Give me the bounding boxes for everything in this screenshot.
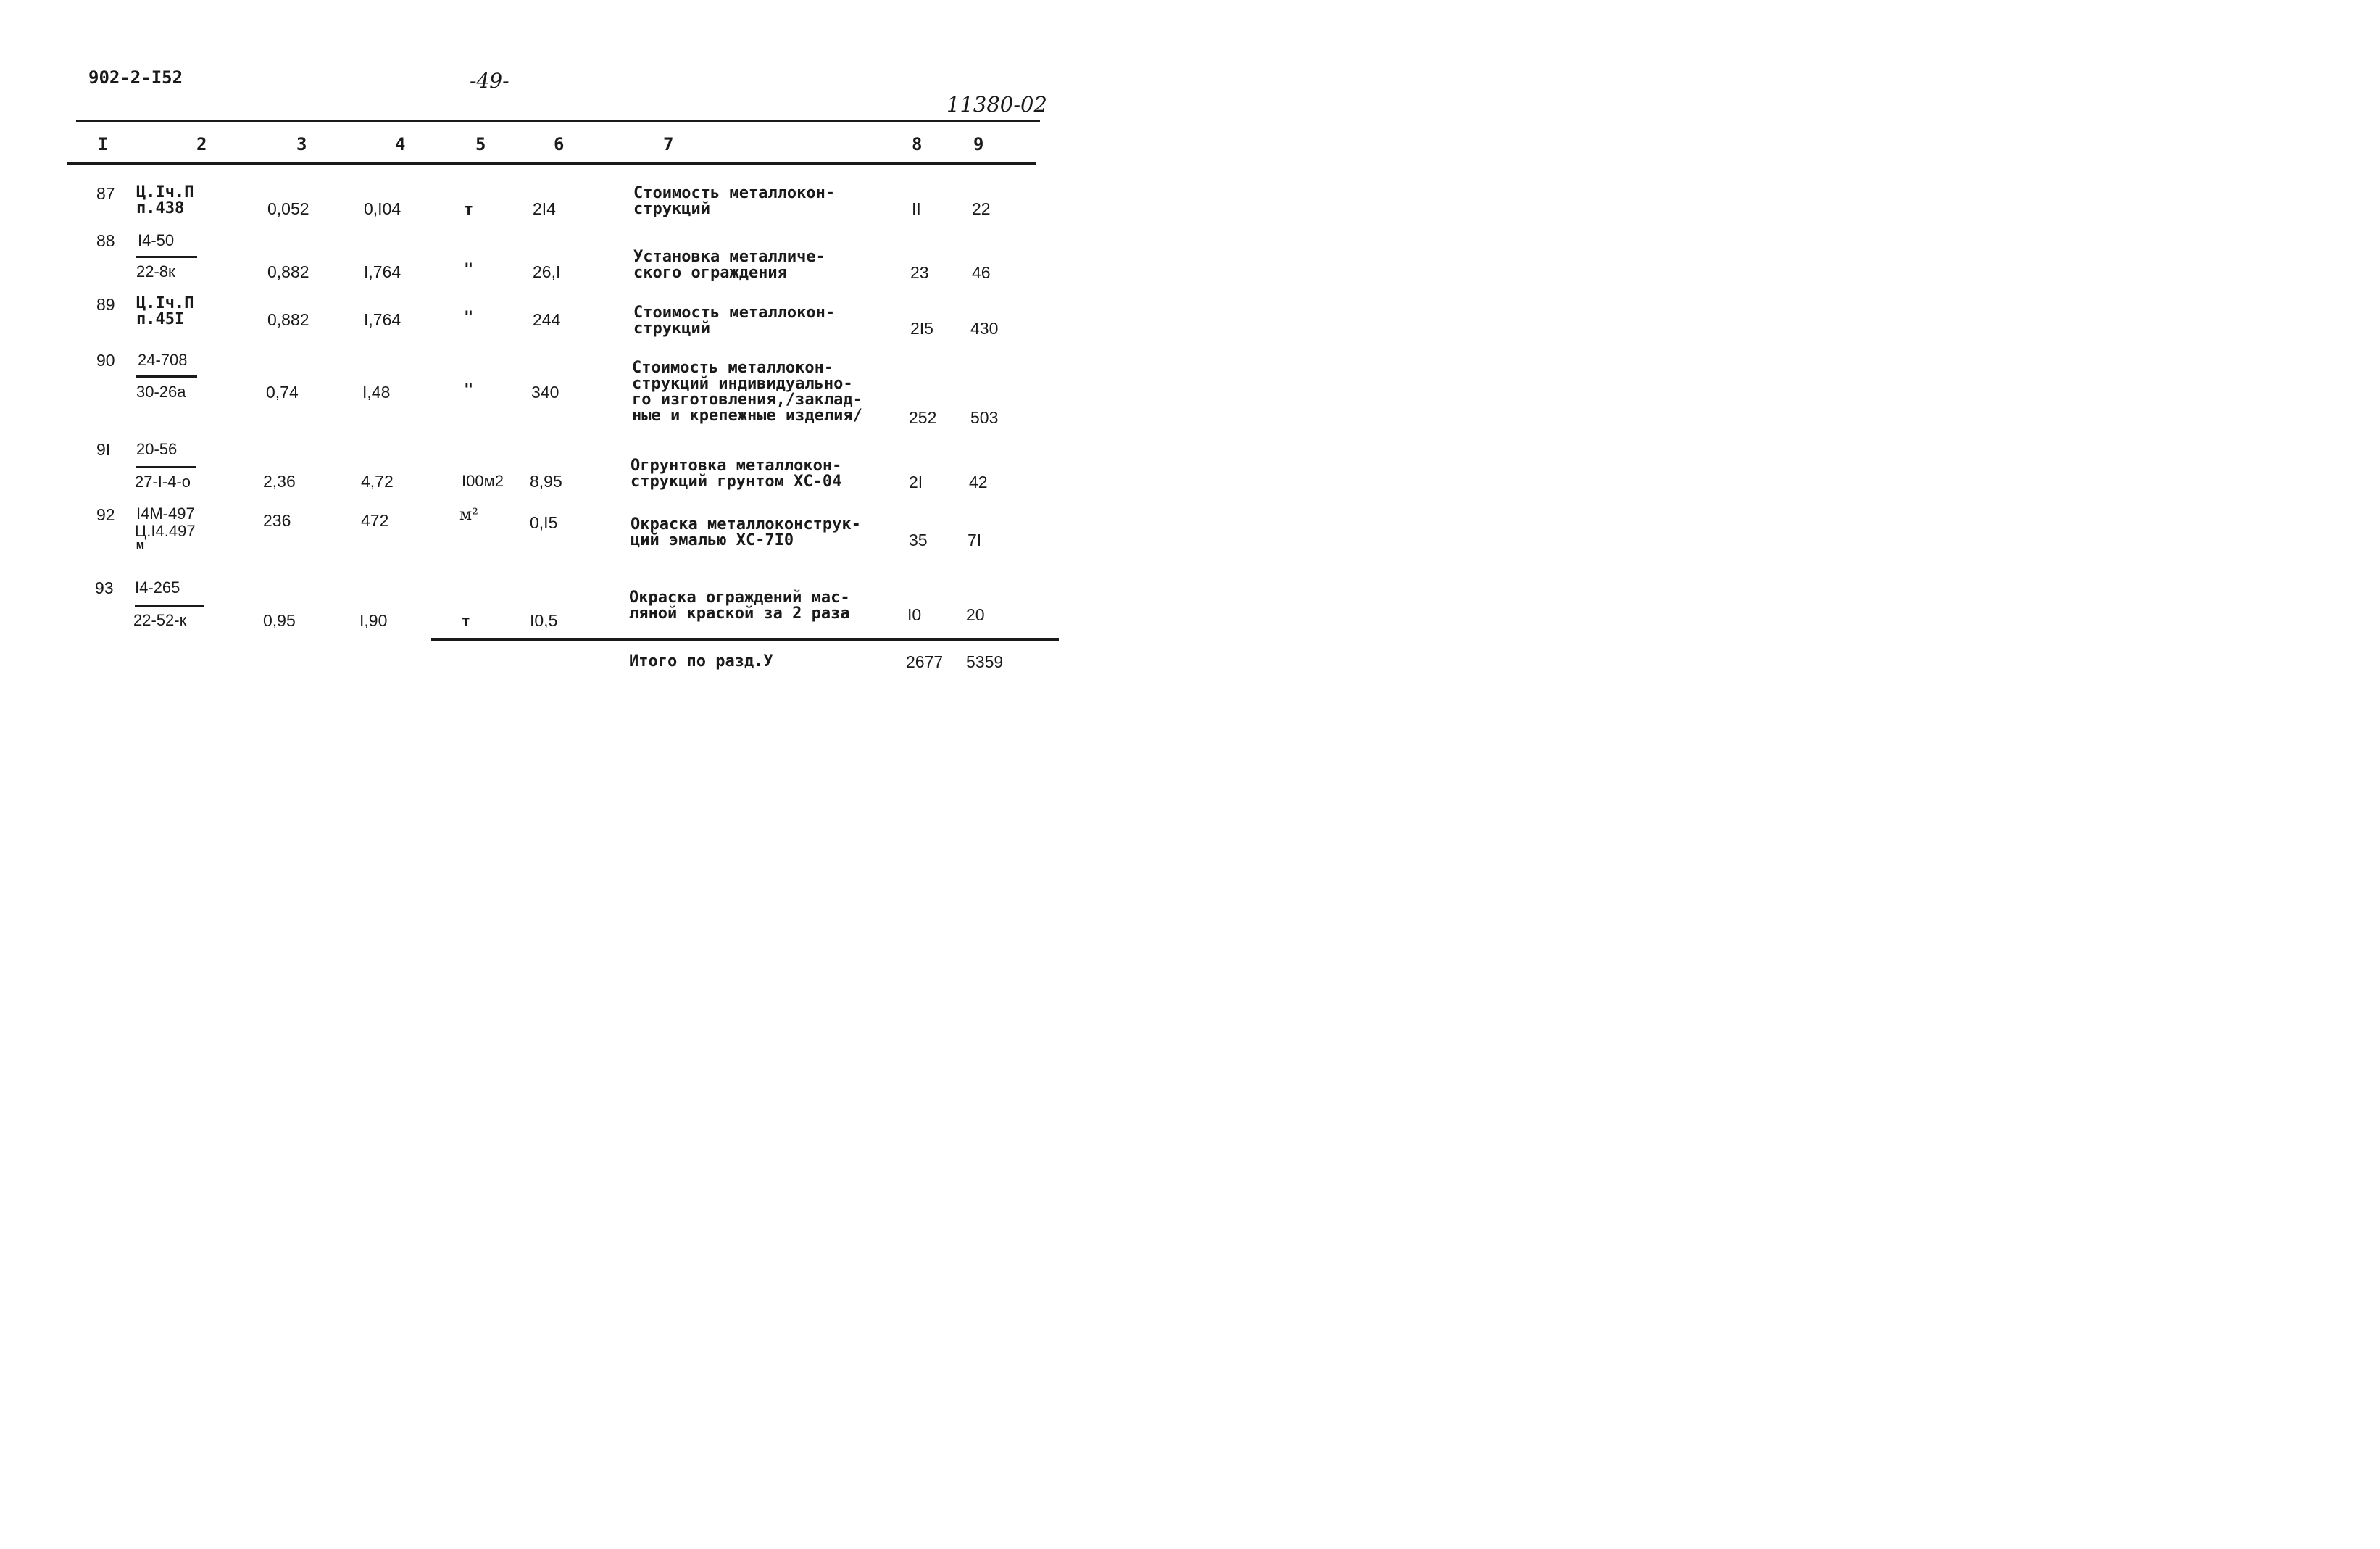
work-description: Стоимость металлокон- струкций	[633, 184, 836, 218]
col9-value: 22	[972, 199, 991, 218]
col3-value: 0,882	[267, 310, 309, 329]
code-bottom: п.45I	[136, 310, 185, 328]
col6-value: 8,95	[530, 472, 562, 491]
unit-value: т	[464, 201, 474, 219]
col9-value: 503	[970, 408, 999, 427]
unit-ditto: "	[464, 381, 474, 399]
fraction-line	[136, 256, 197, 258]
col9-value: 430	[970, 319, 999, 338]
work-description: Стоимость металлокон- струкций индивидуально- го изготовления,/заклад- ные и крепежные изделия/	[632, 359, 862, 425]
code-bottom: Ц.I4.497	[135, 522, 196, 540]
col8-value: 2I	[909, 473, 923, 491]
unit-value: I00м2	[462, 472, 504, 490]
row-number: 93	[95, 578, 114, 597]
work-description: Огрунтовка металлокон- струкций грунтом ХС-04	[631, 457, 842, 491]
col4-value: I,764	[364, 310, 401, 329]
page-number: -49-	[470, 69, 509, 93]
col6-value: 26,I	[533, 262, 561, 281]
row-number: 90	[96, 351, 115, 370]
col4-value: 472	[361, 511, 389, 530]
column-header-2: 2	[196, 134, 207, 154]
col6-value: 244	[533, 310, 561, 329]
column-header-8: 8	[912, 134, 923, 154]
col8-value: 35	[909, 531, 928, 549]
col3-value: 0,95	[263, 611, 296, 630]
col4-value: 0,I04	[364, 199, 401, 218]
code-top: Ц.Iч.П	[136, 183, 194, 202]
col8-value: 23	[910, 263, 929, 282]
row-number: 9I	[96, 440, 111, 459]
unit-value: м²	[459, 506, 478, 524]
col8-value: II	[912, 199, 921, 218]
work-description: Стоимость металлокон- струкций	[633, 304, 836, 338]
sheet-code: 11380-02	[946, 92, 1047, 117]
col6-value: 340	[531, 383, 559, 402]
row-number: 87	[96, 184, 115, 203]
col4-value: I,48	[362, 383, 391, 402]
col9-value: 46	[972, 263, 991, 282]
column-header-5: 5	[475, 134, 486, 154]
header-bottom-rule	[67, 162, 1036, 165]
column-header-1: I	[98, 134, 109, 154]
unit-ditto: "	[464, 261, 474, 279]
col4-value: I,90	[359, 611, 388, 630]
code-top: Ц.Iч.П	[136, 294, 194, 312]
col6-value: 2I4	[533, 199, 556, 218]
column-header-4: 4	[395, 134, 406, 154]
total-col8: 2677	[906, 652, 944, 671]
col3-value: 0,882	[267, 262, 309, 281]
code-extra: м	[136, 538, 144, 553]
code-top: 20-56	[136, 440, 178, 458]
col8-value: 2I5	[910, 319, 933, 338]
col9-value: 7I	[968, 531, 982, 549]
header-top-rule	[76, 120, 1040, 122]
col3-value: 0,74	[266, 383, 299, 402]
col9-value: 20	[966, 605, 985, 624]
work-description: Установка металличе- ского ограждения	[633, 248, 825, 282]
total-label: Итого по разд.У	[629, 652, 773, 670]
col3-value: 236	[263, 511, 291, 530]
row-number: 89	[96, 295, 115, 314]
column-header-3: 3	[296, 134, 307, 154]
code-top: 24-708	[138, 351, 188, 369]
col3-value: 0,052	[267, 199, 309, 218]
work-description: Окраска ограждений мас- ляной краской за 2 раза	[629, 589, 850, 623]
code-bottom: 27-I-4-о	[135, 473, 191, 491]
document-page	[0, 0, 1136, 742]
unit-value: т	[461, 612, 471, 631]
row-number: 92	[96, 505, 115, 524]
column-header-6: 6	[554, 134, 565, 154]
work-description: Окраска металлоконструк- ций эмалью ХС-7I0	[631, 515, 861, 549]
total-col9: 5359	[966, 652, 1004, 671]
column-header-7: 7	[663, 134, 674, 154]
code-top: I4М-497	[136, 504, 195, 523]
col9-value: 42	[969, 473, 988, 491]
fraction-line	[136, 375, 197, 378]
col4-value: 4,72	[361, 472, 394, 491]
code-bottom: 30-26а	[136, 383, 186, 401]
col6-value: I0,5	[530, 611, 558, 630]
col6-value: 0,I5	[530, 513, 558, 532]
col3-value: 2,36	[263, 472, 296, 491]
column-header-9: 9	[973, 134, 984, 154]
col8-value: 252	[909, 408, 937, 427]
col8-value: I0	[907, 605, 922, 624]
code-top: I4-265	[135, 578, 180, 597]
fraction-line	[135, 605, 204, 607]
col4-value: I,764	[364, 262, 401, 281]
code-bottom: 22-8к	[136, 262, 175, 281]
code-bottom: п.438	[136, 199, 185, 217]
total-rule	[431, 638, 1059, 641]
row-number: 88	[96, 231, 115, 250]
code-bottom: 22-52-к	[133, 611, 187, 629]
code-top: I4-50	[138, 231, 175, 249]
unit-ditto: "	[464, 309, 474, 327]
document-number: 902-2-I52	[88, 67, 183, 88]
fraction-line	[136, 466, 196, 468]
